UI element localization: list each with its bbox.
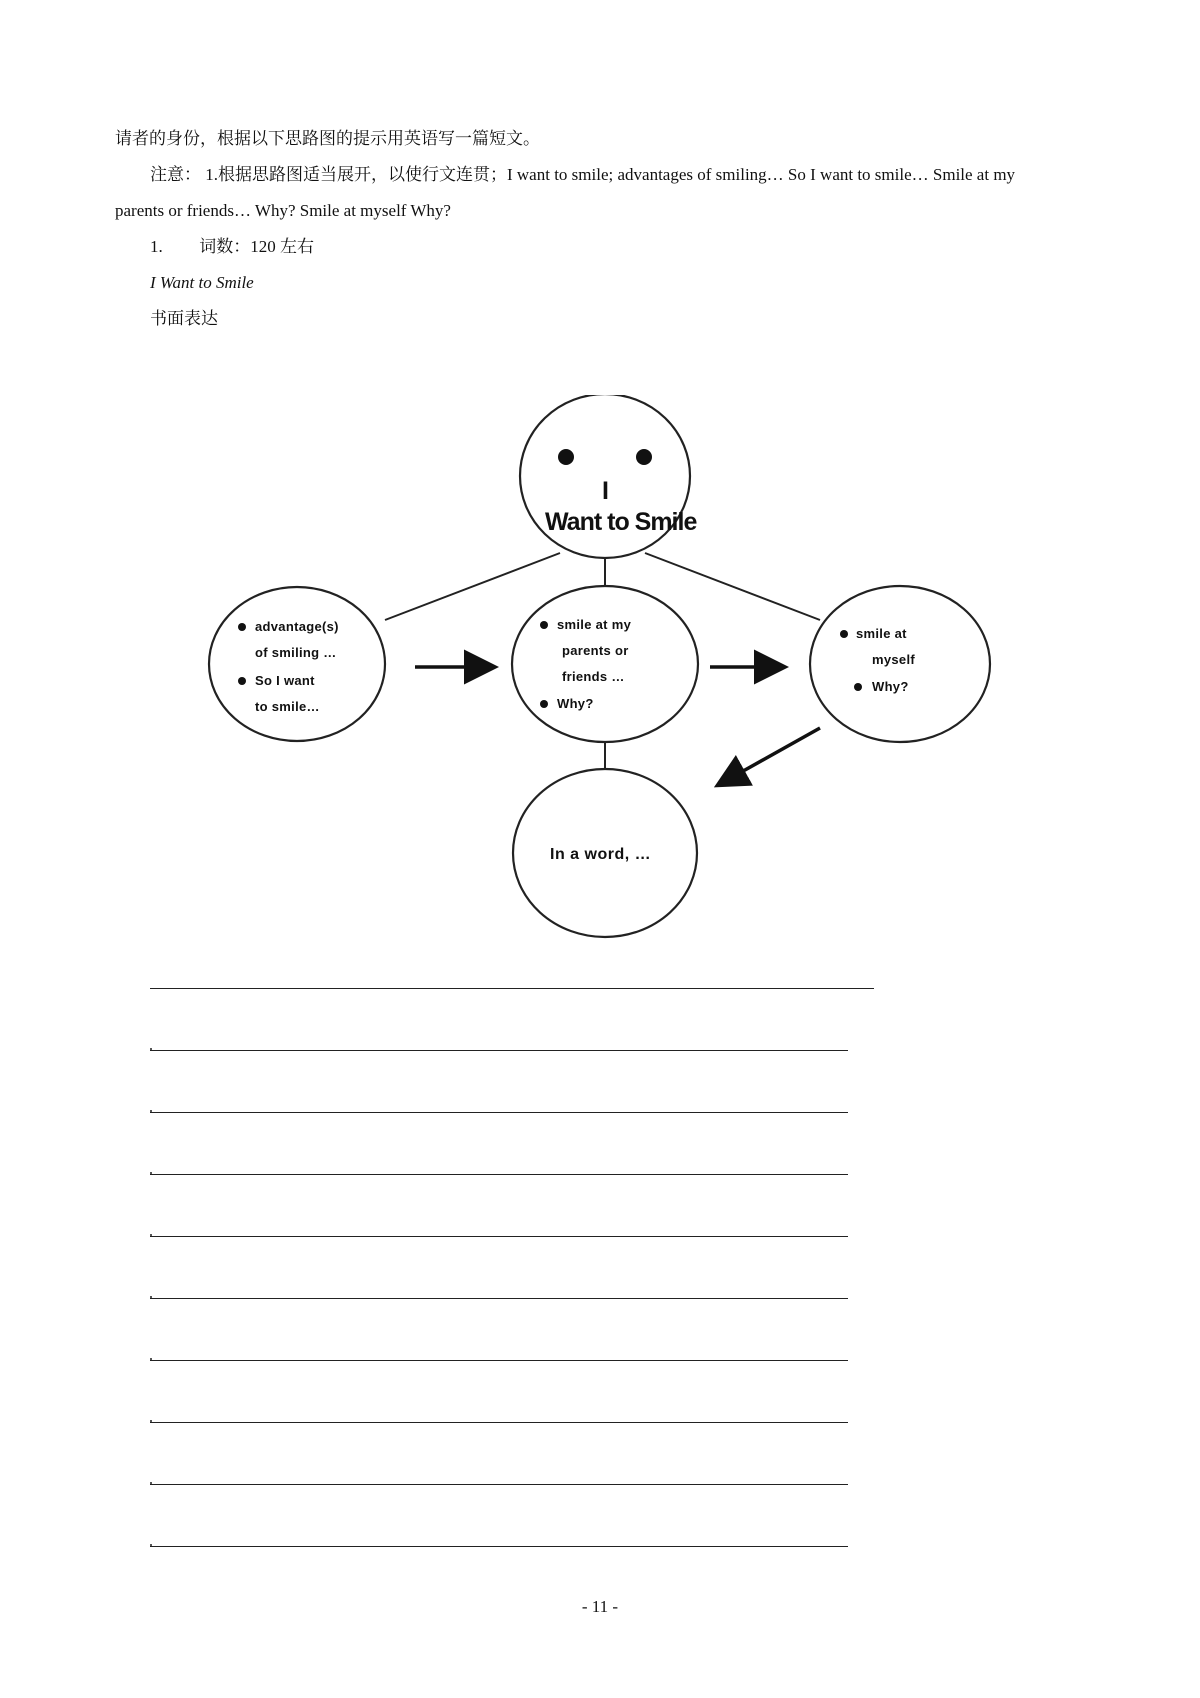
left-eye-icon	[558, 449, 574, 465]
connector-center-left	[385, 553, 560, 620]
essay-title: I Want to Smile	[150, 273, 254, 292]
line-dot	[150, 1110, 152, 1112]
center-node-line1: I	[602, 477, 608, 505]
instruction-line-3: parents or friends… Why? Smile at myself Why?	[115, 201, 451, 220]
word-count-line	[150, 236, 314, 258]
left-node-item-1: advantage(s)	[255, 619, 339, 634]
middle-bullet-1-icon	[540, 621, 548, 629]
middle-node	[512, 586, 698, 742]
mind-map-diagram	[200, 395, 1010, 940]
writing-line[interactable]	[150, 1174, 848, 1175]
section-label: 书面表达	[150, 309, 218, 328]
page-number: - 11 -	[581, 1597, 619, 1616]
instruction-line-1: 请者的身份，根据以下思路图的提示用英语写一篇短文。	[115, 129, 540, 148]
writing-line[interactable]	[150, 1546, 848, 1547]
word-count-text: 词数：120 左右	[199, 237, 314, 256]
center-node	[520, 395, 697, 558]
right-eye-icon	[636, 449, 652, 465]
bottom-node	[513, 769, 697, 937]
writing-line[interactable]	[150, 1484, 848, 1485]
left-node	[209, 587, 385, 741]
writing-line[interactable]	[150, 1298, 848, 1299]
left-bullet-1-icon	[238, 623, 246, 631]
line-dot	[150, 1172, 152, 1174]
right-bullet-1-icon	[840, 630, 848, 638]
instruction-line-2: 注意： 1.根据思路图适当展开，以使行文连贯；I want to smile; advantages of smiling… So I want to smile… Smile at my	[150, 165, 1016, 184]
line-dot	[150, 1544, 152, 1546]
right-bullet-2-icon	[854, 683, 862, 691]
writing-line[interactable]	[150, 1050, 848, 1051]
line-dot	[150, 1296, 152, 1298]
middle-bullet-2-icon	[540, 700, 548, 708]
right-node-item-2: myself	[872, 652, 915, 667]
left-bullet-2-icon	[238, 677, 246, 685]
writing-line[interactable]	[150, 1360, 848, 1361]
left-node-item-2: of smiling …	[255, 645, 337, 660]
center-node-line2: Want to Smile	[545, 508, 697, 536]
right-node-item-1: smile at	[856, 626, 907, 641]
left-node-item-4: to smile…	[255, 699, 320, 714]
middle-node-item-2: parents or	[562, 643, 629, 658]
middle-node-item-1: smile at my	[557, 617, 632, 632]
line-dot	[150, 1420, 152, 1422]
left-circle	[209, 587, 385, 741]
writing-line[interactable]	[150, 988, 874, 989]
line-dot	[150, 1482, 152, 1484]
left-node-item-3: So I want	[255, 673, 315, 688]
writing-line[interactable]	[150, 1236, 848, 1237]
line-dot	[150, 1358, 152, 1360]
line-dot	[150, 1234, 152, 1236]
writing-line[interactable]	[150, 1422, 848, 1423]
arrow-right-to-bottom	[720, 728, 820, 784]
word-count-number: 1.	[150, 237, 163, 256]
right-node	[810, 586, 990, 742]
line-dot	[150, 1048, 152, 1050]
middle-node-item-4: Why?	[557, 696, 594, 711]
middle-node-item-3: friends …	[562, 669, 625, 684]
right-node-item-3: Why?	[872, 679, 909, 694]
bottom-node-text: In a word, …	[550, 846, 652, 863]
middle-circle	[512, 586, 698, 742]
writing-line[interactable]	[150, 1112, 848, 1113]
